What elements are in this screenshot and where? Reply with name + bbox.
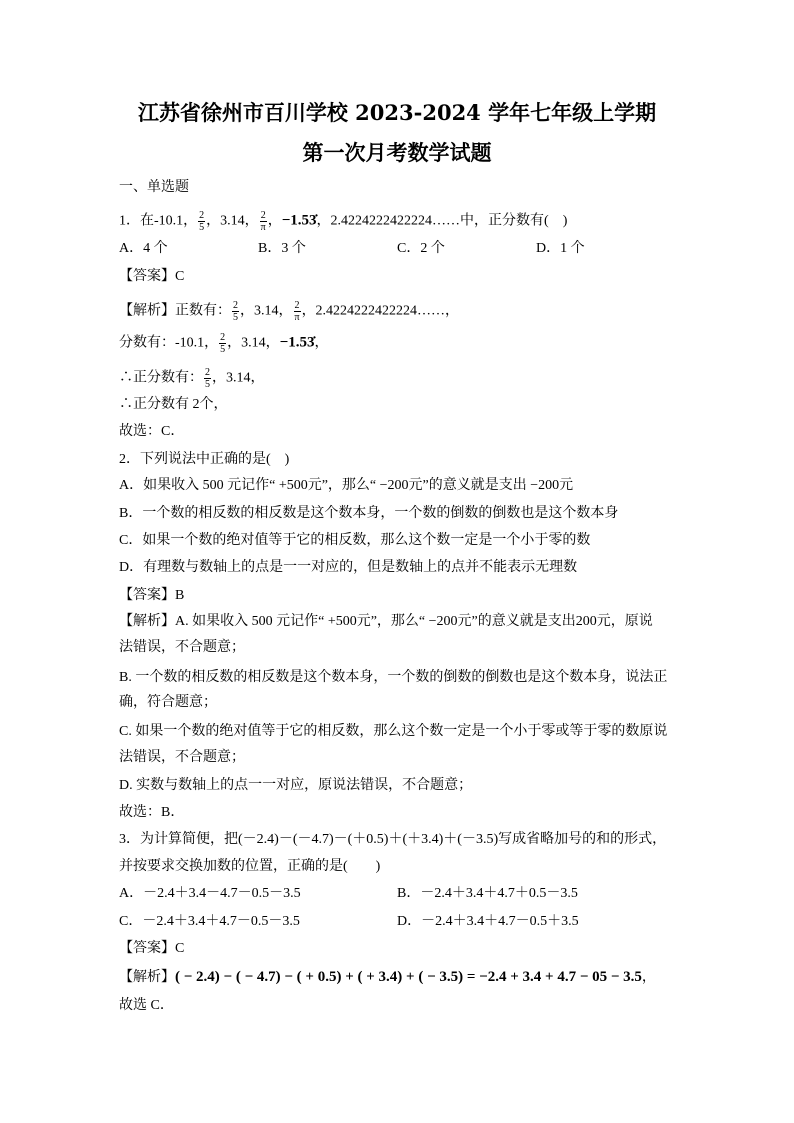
- fraction-denominator: 5: [199, 222, 205, 233]
- question-1-conclusion: 故选：C．: [119, 424, 185, 439]
- analysis-text: ，3.14，: [212, 370, 265, 386]
- math-expression: ( − 2.4) − ( − 4.7) − ( + 0.5) + ( + 3.4) + ( − 3.5) = −2.4 + 3.4 + 4.7 − 05 − 3.5: [175, 969, 642, 985]
- fraction-numerator: 2: [233, 300, 238, 311]
- question-3-option-d: D．－2.4＋3.4＋4.7－0.5＋3.5: [397, 914, 579, 929]
- question-1-option-d: D．1 个: [536, 241, 585, 256]
- question-2-answer: 【答案】B: [119, 588, 185, 603]
- question-2-analysis-line: 【解析】A. 如果收入 500 元记作“ +500元”，那么“ −200元”的意义就是支出200元，原说: [119, 614, 653, 629]
- stem-text: ，3.14，: [206, 213, 259, 229]
- repeating-decimal: −1.53̇: [281, 212, 317, 229]
- question-1-option-a: A．4 个: [119, 241, 168, 256]
- question-2-option-b: B．一个数的相反数的相反数是这个数本身，一个数的倒数的倒数也是这个数本身: [119, 506, 619, 521]
- question-1-answer: 【答案】C: [119, 269, 185, 284]
- fraction-numerator: 2: [205, 367, 210, 378]
- question-2-option-c: C．如果一个数的绝对值等于它的相反数，那么这个数一定是一个小于零的数: [119, 533, 591, 548]
- fraction: [294, 300, 301, 323]
- repeating-decimal: −1.53̇: [279, 334, 315, 351]
- question-3-analysis-line: [119, 968, 656, 987]
- question-3-option-a: A．－2.4＋3.4－4.7－0.5－3.5: [119, 886, 301, 901]
- question-3-option-b: B．－2.4＋3.4＋4.7＋0.5－3.5: [397, 886, 578, 901]
- fraction-denominator: 5: [205, 379, 210, 390]
- fraction-denominator: 5: [220, 344, 226, 355]
- fraction: [232, 300, 239, 323]
- question-1-option-b: B．3 个: [258, 241, 306, 256]
- analysis-text: ，3.14，: [227, 335, 280, 351]
- question-1-analysis-line: [119, 332, 328, 355]
- question-2-conclusion: 故选：B．: [119, 805, 185, 820]
- title-line-1: 江苏省徐州市百川学校 2023-2024 学年七年级上学期: [137, 100, 657, 125]
- question-1-stem: [119, 210, 567, 233]
- analysis-text: ，3.14，: [240, 303, 293, 319]
- question-3-stem: 并按要求交换加数的位置，正确的是( ): [119, 859, 381, 874]
- section-heading: 一、单选题: [119, 180, 189, 195]
- question-2-analysis-line: 法错误，不合题意；: [119, 750, 245, 765]
- stem-text: ，: [267, 213, 282, 229]
- analysis-text: ，: [641, 970, 656, 985]
- analysis-text: 【解析】正数有：: [119, 303, 231, 319]
- title-line-2: 第一次月考数学试题: [302, 140, 492, 165]
- fraction-numerator: 2: [199, 210, 205, 221]
- question-2-option-d: D．有理数与数轴上的点是一一对应的，但是数轴上的点并不能表示无理数: [119, 560, 578, 575]
- fraction-numerator: 2: [294, 300, 300, 311]
- question-2-analysis-line: 法错误，不合题意；: [119, 640, 245, 655]
- question-1-analysis-line: [119, 300, 459, 323]
- question-2-analysis-line: C. 如果一个数的绝对值等于它的相反数，那么这个数一定是一个小于零或等于零的数原说: [119, 724, 668, 739]
- fraction-numerator: 2: [220, 332, 226, 343]
- fraction: [204, 367, 211, 390]
- question-1-analysis-line: ∴正分数有 2个，: [119, 397, 228, 412]
- question-1-analysis-line: [119, 367, 265, 390]
- question-1-option-c: C．2 个: [397, 241, 445, 256]
- fraction: [260, 210, 267, 233]
- question-3-conclusion: 故选 C．: [119, 998, 174, 1013]
- fraction-denominator: π: [294, 312, 300, 323]
- analysis-text: 【解析】: [119, 970, 175, 985]
- fraction-denominator: 5: [233, 312, 238, 323]
- fraction-numerator: 2: [260, 210, 266, 221]
- question-2-analysis-line: 确，符合题意；: [119, 695, 217, 710]
- fraction: [219, 332, 226, 355]
- question-2-option-a: A．如果收入 500 元记作“ +500元”，那么“ −200元”的意义就是支出 −200元: [119, 478, 574, 493]
- analysis-text: ，2.4224222422224……，: [301, 303, 460, 319]
- question-2-analysis-line: B. 一个数的相反数的相反数是这个数本身，一个数的倒数的倒数也是这个数本身，说法正: [119, 670, 668, 685]
- analysis-text: ∴正分数有：: [119, 370, 203, 386]
- stem-text: ，2.4224222422224……中，正分数有( ): [316, 213, 568, 229]
- question-3-option-c: C．－2.4＋3.4＋4.7－0.5－3.5: [119, 914, 300, 929]
- stem-text: 1．在-10.1，: [119, 213, 198, 229]
- question-3-stem: 3．为计算简便，把(－2.4)－(－4.7)－(＋0.5)＋(＋3.4)＋(－3.5)写成省略加号的和的形式，: [119, 832, 667, 847]
- question-3-answer: 【答案】C: [119, 941, 185, 956]
- fraction: [198, 210, 205, 233]
- analysis-text: ，: [314, 335, 329, 351]
- fraction-denominator: π: [260, 222, 266, 233]
- question-2-analysis-line: D. 实数与数轴上的点一一对应，原说法错误，不合题意；: [119, 778, 473, 793]
- analysis-text: 分数有：-10.1，: [119, 335, 219, 351]
- question-2-stem: 2．下列说法中正确的是( ): [119, 452, 290, 467]
